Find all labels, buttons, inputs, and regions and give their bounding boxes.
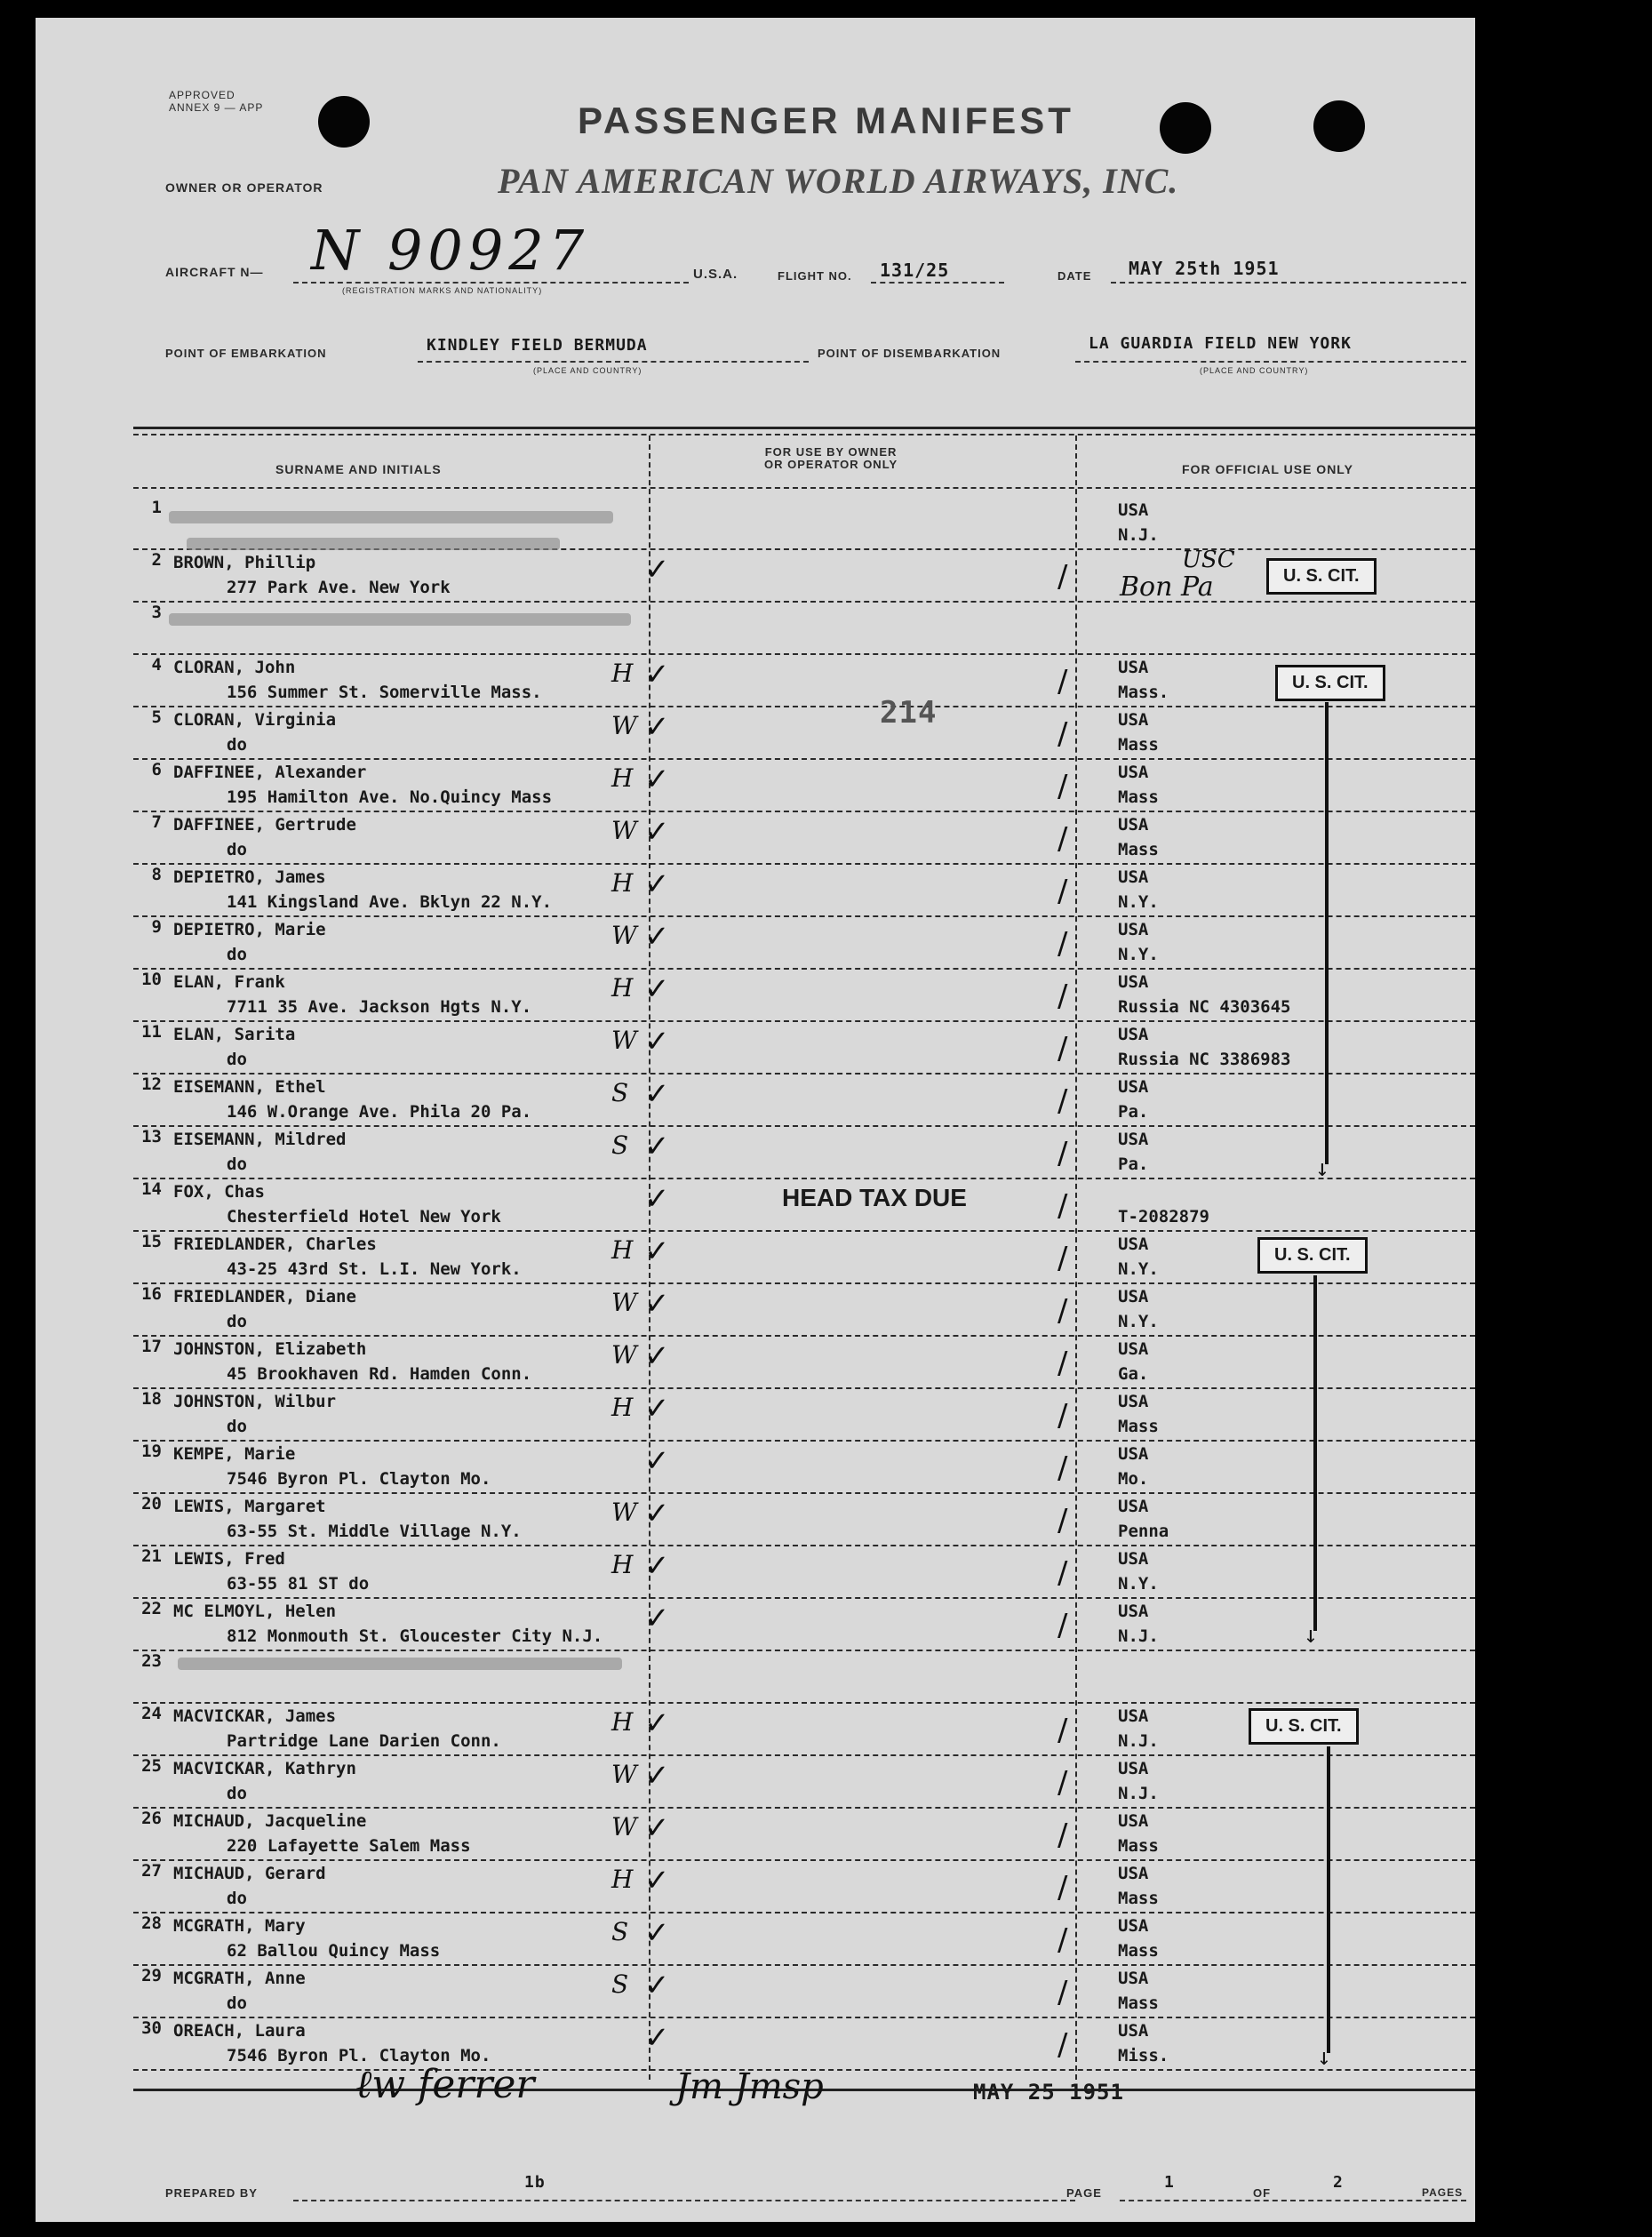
row-divider bbox=[133, 1073, 1475, 1075]
official-state: Russia NC 4303645 bbox=[1118, 997, 1291, 1017]
official-country: USA bbox=[1118, 1392, 1149, 1411]
official-country: USA bbox=[1118, 1549, 1149, 1569]
table-top-rule-2 bbox=[133, 434, 1475, 435]
slash-mark-icon: / bbox=[1057, 1713, 1068, 1748]
passenger-address: 141 Kingsland Ave. Bklyn 22 N.Y. bbox=[227, 892, 553, 912]
passenger-address: 7546 Byron Pl. Clayton Mo. bbox=[227, 2046, 491, 2065]
struck-entry-3 bbox=[169, 613, 631, 626]
row-number: 5 bbox=[151, 707, 162, 727]
handwritten-mark: H bbox=[611, 973, 634, 1003]
official-country: USA bbox=[1118, 815, 1149, 835]
handwritten-mark: W bbox=[611, 711, 637, 740]
passenger-address: do bbox=[227, 1154, 247, 1174]
official-country: USA bbox=[1118, 867, 1149, 887]
struck-entry-1 bbox=[169, 511, 613, 523]
passenger-address: do bbox=[227, 840, 247, 859]
slash-mark-icon: / bbox=[1057, 1922, 1068, 1958]
official-state: Pa. bbox=[1118, 1102, 1149, 1122]
page-label: PAGE bbox=[1066, 2186, 1102, 2200]
date-underline bbox=[1111, 282, 1466, 284]
slash-mark-icon: / bbox=[1057, 664, 1068, 699]
handwritten-mark: S bbox=[611, 1130, 629, 1160]
passenger-name: MACVICKAR, James bbox=[173, 1706, 337, 1726]
handwritten-mark: H bbox=[611, 1550, 634, 1579]
row-number: 22 bbox=[141, 1599, 162, 1618]
passenger-name: CLORAN, Virginia bbox=[173, 710, 337, 730]
row-divider bbox=[133, 653, 1475, 655]
embark-underline bbox=[418, 361, 809, 363]
passenger-name: FRIEDLANDER, Charles bbox=[173, 1234, 377, 1254]
disembark-value: LA GUARDIA FIELD NEW YORK bbox=[1089, 334, 1352, 353]
of-label: OF bbox=[1253, 2186, 1272, 2200]
punch-hole-right-2 bbox=[1313, 100, 1365, 152]
usa-label: U.S.A. bbox=[693, 267, 738, 282]
passenger-name: KEMPE, Marie bbox=[173, 1444, 296, 1464]
row-number: 1 bbox=[151, 498, 162, 517]
official-country: USA bbox=[1118, 500, 1149, 520]
check-mark-icon: ✓ bbox=[644, 1915, 670, 1951]
row2-handwritten-note: Bon Pa bbox=[1120, 571, 1214, 603]
official-state: Mass bbox=[1118, 1836, 1159, 1856]
check-mark-icon: ✓ bbox=[644, 1601, 670, 1636]
passenger-address: do bbox=[227, 1784, 247, 1803]
official-country: USA bbox=[1118, 1969, 1149, 1988]
official-state: N.J. bbox=[1118, 1784, 1159, 1803]
row-divider bbox=[133, 1020, 1475, 1022]
page-underline bbox=[1120, 2200, 1466, 2201]
row-number: 29 bbox=[141, 1966, 162, 1985]
handwritten-mark: S bbox=[611, 1917, 629, 1946]
prepared-by-value: 1b bbox=[524, 2173, 546, 2192]
official-country: USA bbox=[1118, 972, 1149, 992]
handwritten-mark: W bbox=[611, 1026, 637, 1055]
passenger-name: DEPIETRO, James bbox=[173, 867, 326, 887]
handwritten-mark: H bbox=[611, 659, 634, 688]
row-divider bbox=[133, 2017, 1475, 2018]
check-mark-icon: ✓ bbox=[644, 1286, 670, 1322]
passenger-address: Chesterfield Hotel New York bbox=[227, 1207, 501, 1226]
official-state: Ga. bbox=[1118, 1364, 1149, 1384]
row-number: 15 bbox=[141, 1232, 162, 1251]
official-state: N.J. bbox=[1118, 1731, 1159, 1751]
embark-label: POINT OF EMBARKATION bbox=[165, 347, 327, 360]
handwritten-mark: H bbox=[611, 1865, 634, 1894]
official-country: USA bbox=[1118, 1025, 1149, 1044]
row-number: 13 bbox=[141, 1127, 162, 1146]
official-country: USA bbox=[1118, 658, 1149, 677]
us-cit-stamp-4: U. S. CIT. bbox=[1249, 1708, 1359, 1745]
row-divider bbox=[133, 601, 1475, 603]
check-mark-icon: ✓ bbox=[644, 1810, 670, 1846]
official-country: USA bbox=[1118, 1130, 1149, 1149]
slash-mark-icon: / bbox=[1057, 1555, 1068, 1591]
passenger-address: 277 Park Ave. New York bbox=[227, 578, 451, 597]
passenger-address: 63-55 St. Middle Village N.Y. bbox=[227, 1522, 522, 1541]
slash-mark-icon: / bbox=[1057, 1398, 1068, 1434]
owner-value: PAN AMERICAN WORLD AIRWAYS, INC. bbox=[498, 161, 1179, 201]
handwritten-mark: S bbox=[611, 1969, 629, 1999]
check-mark-icon: ✓ bbox=[644, 1443, 670, 1479]
passenger-address: do bbox=[227, 1993, 247, 2013]
official-country: USA bbox=[1118, 1234, 1149, 1254]
disembark-underline bbox=[1075, 361, 1466, 363]
arrowhead-1: ↓ bbox=[1315, 1155, 1329, 1182]
aircraft-value: N 90927 bbox=[311, 218, 590, 283]
disembark-sublabel: (PLACE AND COUNTRY) bbox=[1200, 366, 1309, 375]
check-mark-icon: ✓ bbox=[644, 1181, 670, 1217]
check-mark-icon: ✓ bbox=[644, 709, 670, 745]
aircraft-sublabel: (REGISTRATION MARKS AND NATIONALITY) bbox=[342, 286, 543, 295]
us-cit-stamp-1: U. S. CIT. bbox=[1266, 558, 1377, 595]
bracket-arrow-2 bbox=[1313, 1275, 1317, 1631]
official-state: Mass bbox=[1118, 735, 1159, 755]
row-number: 19 bbox=[141, 1442, 162, 1461]
signature-1: ℓw ferrer bbox=[355, 2062, 535, 2107]
passenger-name: CLORAN, John bbox=[173, 658, 296, 677]
aircraft-label: AIRCRAFT N— bbox=[165, 265, 264, 279]
official-state: N.J. bbox=[1118, 1626, 1159, 1646]
row-number: 4 bbox=[151, 655, 162, 675]
passenger-name: DEPIETRO, Marie bbox=[173, 920, 326, 939]
row-number: 16 bbox=[141, 1284, 162, 1304]
passenger-name: MICHAUD, Jacqueline bbox=[173, 1811, 367, 1831]
slash-mark-icon: / bbox=[1057, 769, 1068, 804]
slash-mark-icon: / bbox=[1057, 1503, 1068, 1538]
check-mark-icon: ✓ bbox=[644, 1391, 670, 1426]
slash-mark-icon: / bbox=[1057, 1818, 1068, 1853]
passenger-name: MCGRATH, Anne bbox=[173, 1969, 306, 1988]
official-country: USA bbox=[1118, 2021, 1149, 2041]
row-number: 25 bbox=[141, 1756, 162, 1776]
passenger-name: FOX, Chas bbox=[173, 1182, 265, 1202]
head-tax-stamp: HEAD TAX DUE bbox=[782, 1184, 967, 1211]
passenger-address: do bbox=[227, 1050, 247, 1069]
official-state: Mass bbox=[1118, 1889, 1159, 1908]
handwritten-mark: S bbox=[611, 1078, 629, 1107]
row-divider bbox=[133, 1492, 1475, 1494]
row-number: 28 bbox=[141, 1913, 162, 1933]
slash-mark-icon: / bbox=[1057, 2027, 1068, 2063]
official-state: Mass bbox=[1118, 840, 1159, 859]
row-divider bbox=[133, 1650, 1475, 1651]
handwritten-mark: H bbox=[611, 1393, 634, 1422]
passenger-name: BROWN, Phillip bbox=[173, 553, 316, 572]
official-state: Mass bbox=[1118, 1417, 1159, 1436]
passenger-address: do bbox=[227, 945, 247, 964]
row-number: 14 bbox=[141, 1179, 162, 1199]
arrowhead-2: ↓ bbox=[1304, 1622, 1318, 1649]
row-divider bbox=[133, 1859, 1475, 1861]
row-divider bbox=[133, 1440, 1475, 1442]
official-state: Miss. bbox=[1118, 2046, 1169, 2065]
row-divider bbox=[133, 863, 1475, 865]
row-divider bbox=[133, 1178, 1475, 1179]
manifest-sheet bbox=[36, 18, 1475, 2222]
official-country: USA bbox=[1118, 1339, 1149, 1359]
check-mark-icon: ✓ bbox=[644, 1496, 670, 1531]
slash-mark-icon: / bbox=[1057, 926, 1068, 962]
header-bottom-rule bbox=[133, 487, 1475, 489]
passenger-address: 7546 Byron Pl. Clayton Mo. bbox=[227, 1469, 491, 1489]
official-country: USA bbox=[1118, 1497, 1149, 1516]
check-mark-icon: ✓ bbox=[644, 552, 670, 587]
slash-mark-icon: / bbox=[1057, 1450, 1068, 1486]
slash-mark-icon: / bbox=[1057, 1346, 1068, 1381]
slash-mark-icon: / bbox=[1057, 1293, 1068, 1329]
check-mark-icon: ✓ bbox=[644, 762, 670, 797]
slash-mark-icon: / bbox=[1057, 716, 1068, 752]
row-number: 9 bbox=[151, 917, 162, 937]
official-state: N.Y. bbox=[1118, 945, 1159, 964]
check-mark-icon: ✓ bbox=[644, 867, 670, 902]
of-value: 2 bbox=[1333, 2173, 1344, 2192]
official-state: Russia NC 3386983 bbox=[1118, 1050, 1291, 1069]
passenger-name: FRIEDLANDER, Diane bbox=[173, 1287, 356, 1306]
bracket-arrow-3 bbox=[1327, 1746, 1330, 2053]
passenger-address: 45 Brookhaven Rd. Hamden Conn. bbox=[227, 1364, 532, 1384]
handwritten-mark: H bbox=[611, 1235, 634, 1265]
passenger-name: ELAN, Frank bbox=[173, 972, 285, 992]
handwritten-mark: H bbox=[611, 1707, 634, 1737]
slash-mark-icon: / bbox=[1057, 1188, 1068, 1224]
row-divider bbox=[133, 1912, 1475, 1913]
check-mark-icon: ✓ bbox=[644, 1863, 670, 1898]
column-divider-2 bbox=[1075, 435, 1077, 2080]
slash-mark-icon: / bbox=[1057, 1608, 1068, 1643]
handwritten-mark: W bbox=[611, 1812, 637, 1842]
flight-label: FLIGHT NO. bbox=[778, 269, 852, 283]
passenger-address: 195 Hamilton Ave. No.Quincy Mass bbox=[227, 787, 553, 807]
official-country: USA bbox=[1118, 763, 1149, 782]
passenger-name: DAFFINEE, Gertrude bbox=[173, 815, 356, 835]
passenger-name: LEWIS, Fred bbox=[173, 1549, 285, 1569]
check-mark-icon: ✓ bbox=[644, 1338, 670, 1374]
prepared-by-label: PREPARED BY bbox=[165, 2186, 258, 2200]
slash-mark-icon: / bbox=[1057, 874, 1068, 909]
check-mark-icon: ✓ bbox=[644, 2020, 670, 2056]
center-number-stamp: 214 bbox=[880, 695, 938, 731]
row-number: 21 bbox=[141, 1546, 162, 1566]
prepared-by-underline bbox=[293, 2200, 1075, 2201]
official-state: Mass bbox=[1118, 787, 1159, 807]
row-number: 26 bbox=[141, 1809, 162, 1828]
check-mark-icon: ✓ bbox=[644, 1024, 670, 1059]
row-number: 11 bbox=[141, 1022, 162, 1042]
slash-mark-icon: / bbox=[1057, 979, 1068, 1014]
slash-mark-icon: / bbox=[1057, 1765, 1068, 1801]
official-country: USA bbox=[1118, 1706, 1149, 1726]
slash-mark-icon: / bbox=[1057, 1031, 1068, 1067]
row-number: 23 bbox=[141, 1651, 162, 1671]
arrowhead-3: ↓ bbox=[1317, 2044, 1331, 2071]
passenger-address: 63-55 81 ST do bbox=[227, 1574, 370, 1594]
row-number: 7 bbox=[151, 812, 162, 832]
owner-label: OWNER OR OPERATOR bbox=[165, 180, 323, 195]
passenger-name: LEWIS, Margaret bbox=[173, 1497, 326, 1516]
handwritten-mark: W bbox=[611, 921, 637, 950]
check-mark-icon: ✓ bbox=[644, 1234, 670, 1269]
form-title: PASSENGER MANIFEST bbox=[578, 100, 1074, 141]
passenger-address: 62 Ballou Quincy Mass bbox=[227, 1941, 441, 1961]
flight-value: 131/25 bbox=[880, 260, 950, 281]
passenger-name: JOHNSTON, Elizabeth bbox=[173, 1339, 367, 1359]
row-number: 20 bbox=[141, 1494, 162, 1514]
pages-label: PAGES bbox=[1422, 2186, 1464, 2199]
slash-mark-icon: / bbox=[1057, 1083, 1068, 1119]
official-state: N.Y. bbox=[1118, 1312, 1159, 1331]
passenger-address: do bbox=[227, 1417, 247, 1436]
slash-mark-icon: / bbox=[1057, 1136, 1068, 1171]
row-number: 18 bbox=[141, 1389, 162, 1409]
bracket-arrow-1 bbox=[1325, 702, 1329, 1164]
row-number: 30 bbox=[141, 2018, 162, 2038]
official-state: Penna bbox=[1118, 1522, 1169, 1541]
check-mark-icon: ✓ bbox=[644, 1129, 670, 1164]
passenger-name: MACVICKAR, Kathryn bbox=[173, 1759, 356, 1778]
official-country: USA bbox=[1118, 1864, 1149, 1883]
flight-underline bbox=[871, 282, 1004, 284]
struck-entry-1b bbox=[187, 538, 560, 550]
passenger-name: EISEMANN, Ethel bbox=[173, 1077, 326, 1097]
row-number: 17 bbox=[141, 1337, 162, 1356]
passenger-address: do bbox=[227, 1312, 247, 1331]
check-mark-icon: ✓ bbox=[644, 1706, 670, 1741]
row-number: 6 bbox=[151, 760, 162, 779]
page-value: 1 bbox=[1164, 2173, 1175, 2192]
official-country: USA bbox=[1118, 1811, 1149, 1831]
handwritten-mark: W bbox=[611, 1760, 637, 1789]
passenger-address: 156 Summer St. Somerville Mass. bbox=[227, 683, 542, 702]
passenger-address: 43-25 43rd St. L.I. New York. bbox=[227, 1259, 522, 1279]
row-number: 3 bbox=[151, 603, 162, 622]
handwritten-mark: H bbox=[611, 868, 634, 898]
date-stamp: MAY 25 1951 bbox=[973, 2080, 1124, 2105]
date-value: MAY 25th 1951 bbox=[1129, 258, 1280, 279]
handwritten-mark: W bbox=[611, 1340, 637, 1370]
passenger-address: 146 W.Orange Ave. Phila 20 Pa. bbox=[227, 1102, 532, 1122]
passenger-name: OREACH, Laura bbox=[173, 2021, 306, 2041]
row-divider bbox=[133, 1545, 1475, 1546]
passenger-name: ELAN, Sarita bbox=[173, 1025, 296, 1044]
row-divider bbox=[133, 915, 1475, 917]
passenger-address: do bbox=[227, 735, 247, 755]
approved-note: APPROVED ANNEX 9 — APP bbox=[169, 89, 264, 114]
official-country: USA bbox=[1118, 1759, 1149, 1778]
punch-hole-right-1 bbox=[1160, 102, 1211, 154]
official-state: N.Y. bbox=[1118, 1574, 1159, 1594]
header-surname: SURNAME AND INITIALS bbox=[275, 462, 442, 476]
header-official-use: FOR OFFICIAL USE ONLY bbox=[1182, 462, 1353, 476]
slash-mark-icon: / bbox=[1057, 821, 1068, 857]
struck-entry-23 bbox=[178, 1658, 622, 1670]
official-state: N.Y. bbox=[1118, 1259, 1159, 1279]
row-divider bbox=[133, 968, 1475, 970]
official-state: Mass bbox=[1118, 1941, 1159, 1961]
passenger-name: DAFFINEE, Alexander bbox=[173, 763, 367, 782]
handwritten-mark: W bbox=[611, 1498, 637, 1527]
slash-mark-icon: / bbox=[1057, 559, 1068, 595]
official-country: USA bbox=[1118, 1287, 1149, 1306]
official-state: N.Y. bbox=[1118, 892, 1159, 912]
slash-mark-icon: / bbox=[1057, 1975, 1068, 2010]
official-state: Mass bbox=[1118, 1993, 1159, 2013]
table-top-rule bbox=[133, 427, 1475, 429]
us-cit-stamp-2: U. S. CIT. bbox=[1275, 665, 1385, 701]
official-country: USA bbox=[1118, 710, 1149, 730]
official-state: T-2082879 bbox=[1118, 1207, 1209, 1226]
row-number: 2 bbox=[151, 550, 162, 570]
row-number: 8 bbox=[151, 865, 162, 884]
row-number: 27 bbox=[141, 1861, 162, 1881]
check-mark-icon: ✓ bbox=[644, 814, 670, 850]
official-country: USA bbox=[1118, 1077, 1149, 1097]
check-mark-icon: ✓ bbox=[644, 919, 670, 955]
check-mark-icon: ✓ bbox=[644, 971, 670, 1007]
disembark-label: POINT OF DISEMBARKATION bbox=[818, 347, 1002, 360]
row-number: 10 bbox=[141, 970, 162, 989]
official-country: USA bbox=[1118, 920, 1149, 939]
passenger-address: 812 Monmouth St. Gloucester City N.J. bbox=[227, 1626, 603, 1646]
passenger-address: do bbox=[227, 1889, 247, 1908]
check-mark-icon: ✓ bbox=[644, 1548, 670, 1584]
row2-handwritten-note-2: USC bbox=[1182, 547, 1235, 573]
passenger-name: MCGRATH, Mary bbox=[173, 1916, 306, 1936]
handwritten-mark: W bbox=[611, 1288, 637, 1317]
slash-mark-icon: / bbox=[1057, 1241, 1068, 1276]
official-state: Mass. bbox=[1118, 683, 1169, 702]
passenger-address: 7711 35 Ave. Jackson Hgts N.Y. bbox=[227, 997, 532, 1017]
row-divider bbox=[133, 1964, 1475, 1966]
official-country: USA bbox=[1118, 1444, 1149, 1464]
official-state: N.J. bbox=[1118, 525, 1159, 545]
passenger-address: 220 Lafayette Salem Mass bbox=[227, 1836, 471, 1856]
row-number: 24 bbox=[141, 1704, 162, 1723]
official-state: Pa. bbox=[1118, 1154, 1149, 1174]
check-mark-icon: ✓ bbox=[644, 657, 670, 692]
slash-mark-icon: / bbox=[1057, 1870, 1068, 1905]
passenger-name: MC ELMOYL, Helen bbox=[173, 1602, 337, 1621]
check-mark-icon: ✓ bbox=[644, 1968, 670, 2003]
aircraft-underline bbox=[293, 282, 689, 284]
official-country: USA bbox=[1118, 1916, 1149, 1936]
handwritten-mark: H bbox=[611, 763, 634, 793]
row-number: 12 bbox=[141, 1075, 162, 1094]
date-label: DATE bbox=[1057, 269, 1092, 283]
official-state: Mo. bbox=[1118, 1469, 1149, 1489]
check-mark-icon: ✓ bbox=[644, 1758, 670, 1794]
embark-value: KINDLEY FIELD BERMUDA bbox=[427, 336, 648, 355]
passenger-name: MICHAUD, Gerard bbox=[173, 1864, 326, 1883]
check-mark-icon: ✓ bbox=[644, 1076, 670, 1112]
passenger-name: EISEMANN, Mildred bbox=[173, 1130, 347, 1149]
us-cit-stamp-3: U. S. CIT. bbox=[1257, 1237, 1368, 1274]
official-country: USA bbox=[1118, 1602, 1149, 1621]
signature-2: Jm Jmsp bbox=[675, 2066, 824, 2107]
embark-sublabel: (PLACE AND COUNTRY) bbox=[533, 366, 642, 375]
punch-hole-left bbox=[318, 96, 370, 148]
header-owner-use: FOR USE BY OWNER OR OPERATOR ONLY bbox=[764, 445, 898, 471]
handwritten-mark: W bbox=[611, 816, 637, 845]
passenger-name: JOHNSTON, Wilbur bbox=[173, 1392, 337, 1411]
passenger-address: Partridge Lane Darien Conn. bbox=[227, 1731, 501, 1751]
